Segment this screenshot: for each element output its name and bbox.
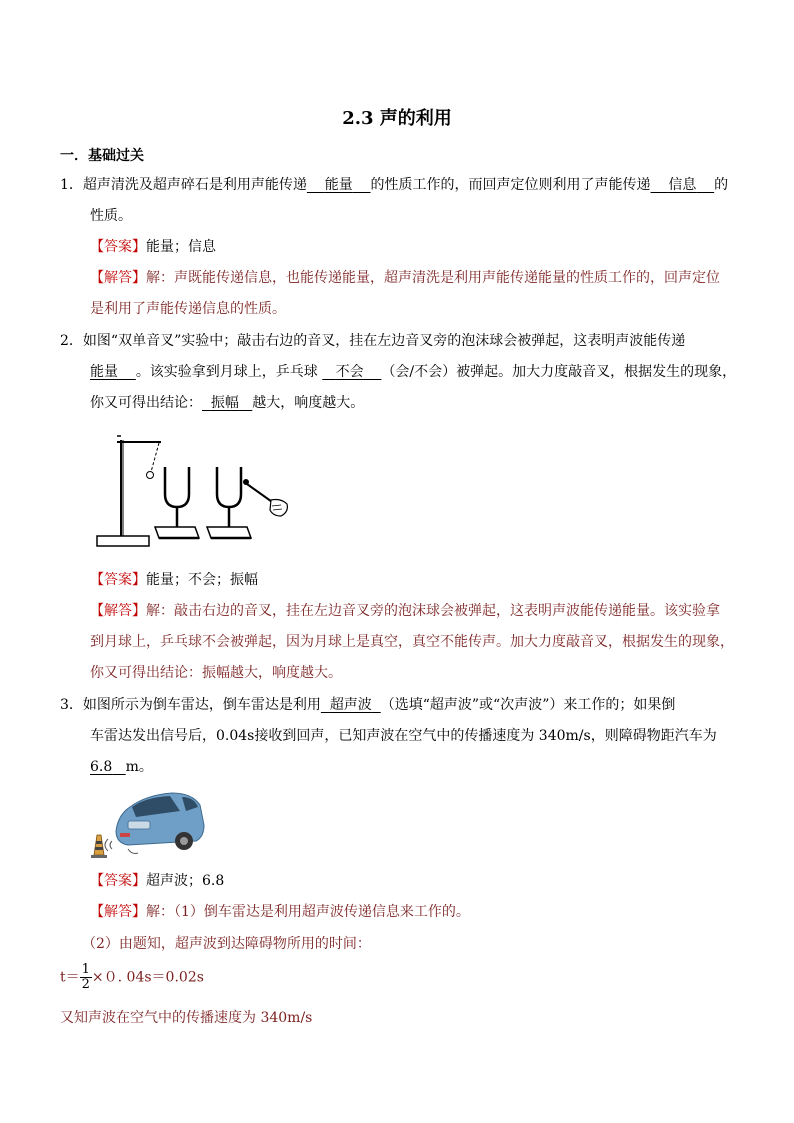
q2-line-2: 能量 。该实验拿到月球上，乒乓球 不会 （会/不会）被弹起。加大力度敲音叉，根据发生的现象， [90, 364, 737, 380]
q2-blank-1: 能量 [90, 364, 118, 380]
q1-line-2: 性质。 [90, 208, 132, 224]
q3-formula: t＝ $\frac{1}{2}$ ×０. 04s＝0.02s [60, 962, 204, 992]
reversing-car-figure [88, 785, 208, 861]
q1-text-mid: 的性质工作的，而回声定位则利用了声能传递 [370, 177, 651, 193]
q1-solution-1: 【解答】解：声既能传递信息，也能传递能量，超声清洗是利用声能传递能量的性质工作的，回声定位 [90, 270, 720, 286]
q2-solution-3: 你又可得出结论：振幅越大，响度越大。 [90, 665, 342, 681]
q3-line-2: 车雷达发出信号后，0.04s接收到回声，已知声波在空气中的传播速度为 340m/s，则障碍物距汽车为 [90, 728, 717, 744]
q1-solution-2: 是利用了声能传递信息的性质。 [90, 301, 286, 317]
q3-solution-1: 【解答】解：（1）倒车雷达是利用超声波传递信息来工作的。 [90, 904, 470, 920]
section-heading: 一．基础过关 [60, 148, 144, 164]
q3-solution-2: （2）由题知，超声波到达障碍物所用的时间： [82, 936, 371, 952]
q1-blank-1: 能量 [324, 177, 353, 193]
q1-text: 1．超声清洗及超声碎石是利用声能传递 [60, 177, 307, 193]
q2-line-3: 你又可得出结论： 振幅 越大，响度越大。 [90, 395, 365, 411]
q2-answer: 【答案】能量；不会；振幅 [90, 572, 258, 588]
q2-line-1: 2．如图“双单音叉”实验中；敲击右边的音叉，挂在左边音叉旁的泡沫球会被弹起，这表明声波能传递 [60, 333, 686, 349]
q2-solution-1: 【解答】解：敲击右边的音叉，挂在左边音叉旁的泡沫球会被弹起，这表明声波能传递能量。该实验拿 [90, 603, 720, 619]
page-title: 2.3 声的利用 [342, 108, 452, 129]
q3-solution-3: 又知声波在空气中的传播速度为 340m/s [60, 1010, 313, 1026]
q2-blank-3: 振幅 [210, 395, 239, 411]
q3-answer: 【答案】超声波；6.8 [90, 873, 225, 889]
tuning-fork-figure [95, 432, 295, 554]
q3-line-1: 3．如图所示为倒车雷达，倒车雷达是利用 超声波 （选填“超声波”或“次声波”）来工作的；如果倒 [60, 697, 676, 713]
q1-answer: 【答案】能量；信息 [90, 239, 216, 255]
q2-blank-2: 不会 [335, 364, 364, 380]
q1-blank-2: 信息 [668, 177, 697, 193]
q3-blank-1: 超声波 [329, 697, 372, 713]
q2-solution-2: 到月球上，乒乓球不会被弹起，因为月球上是真空，真空不能传声。加大力度敲音叉，根据发生的现象， [90, 634, 734, 650]
fraction-half: $\frac{1}{2}$ [81, 962, 90, 992]
q1-line-1: 1．超声清洗及超声碎石是利用声能传递 能量 的性质工作的，而回声定位则利用了声能传递 信息 的 [60, 177, 729, 193]
q3-line-3: 6.8 m。 [90, 759, 153, 775]
q3-blank-2: 6.8 [90, 759, 113, 775]
